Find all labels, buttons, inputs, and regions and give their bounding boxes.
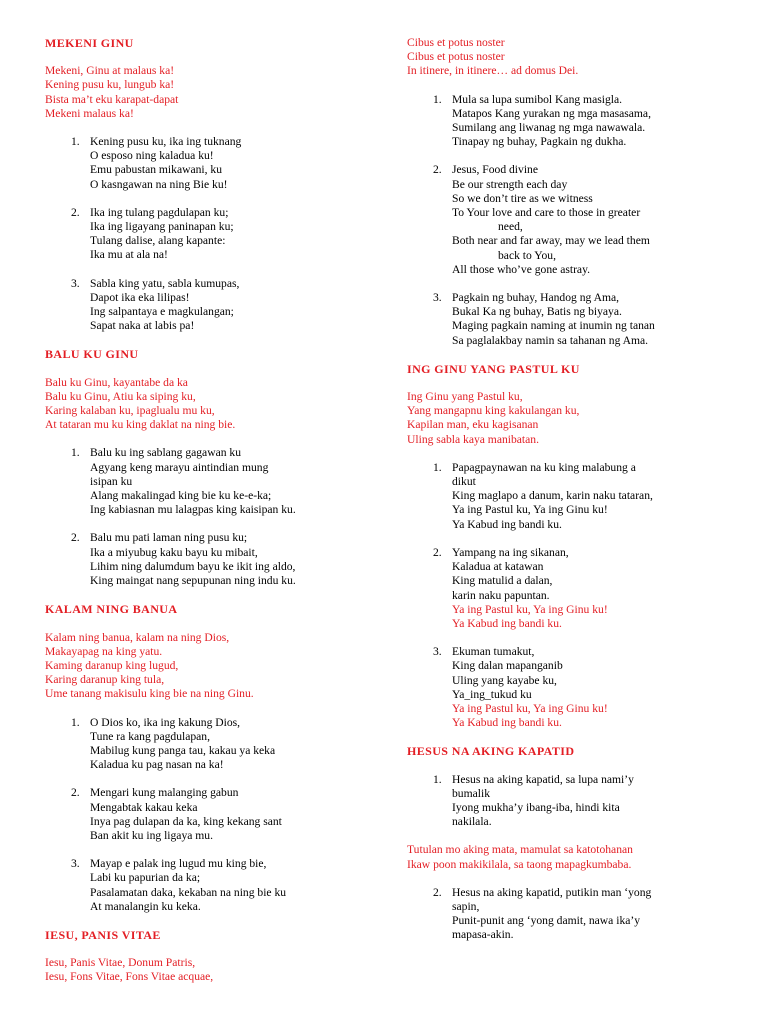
chorus-line: In itinere, in itinere… ad domus Dei. (407, 64, 579, 78)
verse (407, 773, 727, 830)
song-title-balu-ku-ginu: BALU KU GINU (45, 347, 139, 362)
verse-line: Be our strength each day (452, 177, 568, 191)
verse-line: Both near and far away, may we lead them (452, 234, 650, 248)
verse-line: At manalangin ku keka. (90, 899, 201, 913)
verse-line: Kening pusu ku, ika ing tuknang (90, 135, 242, 149)
chorus-line: Mekeni, Ginu at malaus ka! (45, 64, 175, 78)
verse-line: Kaladua at katawan (452, 560, 544, 574)
verse-number: 2. (433, 545, 442, 559)
verse-number: 2. (433, 885, 442, 899)
chorus-line: Kening pusu ku, lungub ka! (45, 78, 175, 92)
verse-line: Kaladua ku pag nasan na ka! (90, 758, 224, 772)
verse-line: Ing salpantaya e magkulangan; (90, 305, 234, 319)
verse-line: Bukal Ka ng buhay, Batis ng biyaya. (452, 305, 622, 319)
verse-line: Ika mu at ala na! (90, 248, 168, 262)
verse-line: dikut (452, 475, 476, 489)
verse-line: Mengabtak kakau keka (90, 800, 198, 814)
chorus-line: Balu ku Ginu, kayantabe da ka (45, 375, 188, 389)
verse-refrain-line: Ya ing Pastul ku, Ya ing Ginu ku! (452, 602, 608, 616)
verse-line: need, (498, 220, 523, 234)
verse-line: Ika ing ligayang paninapan ku; (90, 220, 234, 234)
verse (45, 206, 375, 263)
verses-iesu-panis-vitae (407, 93, 727, 348)
verse-number: 2. (71, 531, 80, 545)
verse (407, 645, 727, 730)
chorus-hesus-na-aking-kapatid (407, 843, 727, 871)
verse-line: Sapat naka at labis pa! (90, 319, 195, 333)
verse-line: Hesus na aking kapatid, putikin man ‘yong (452, 885, 652, 899)
verse-line: All those who’ve gone astray. (452, 262, 591, 276)
verse-line: bumalik (452, 786, 490, 800)
verse-line: Pasalamatan daka, kekaban na ning bie ku (90, 885, 287, 899)
verse (407, 291, 727, 348)
verse-line: Tulang dalise, alang kapante: (90, 234, 226, 248)
chorus-iesu-panis-vitae (45, 956, 375, 984)
verse-line: Balu ku ing sablang gagawan ku (90, 446, 242, 460)
verses-mekeni-ginu (45, 135, 375, 333)
verse (45, 446, 375, 517)
verse (45, 135, 375, 192)
verse-line: sapin, (452, 899, 480, 913)
verse-line: Matapos Kang yurakan ng mga masasama, (452, 106, 651, 120)
chorus-mekeni-ginu (45, 64, 375, 121)
song-title-ing-ginu-yang-pastul-ku: ING GINU YANG PASTUL KU (407, 361, 580, 376)
verse-line: back to You, (498, 248, 556, 262)
chorus-line: Cibus et potus noster (407, 36, 505, 49)
chorus-line: Ume tanang makisulu king bie na ning Ginu. (45, 687, 254, 701)
chorus-line: Ikaw poon makikilala, sa taong mapagkumbaba. (407, 857, 632, 871)
verse (45, 857, 375, 914)
verse-line: Ban akit ku ing ligaya mu. (90, 828, 214, 842)
verse-line: King matulid a dalan, (452, 574, 553, 588)
chorus-iesu-panis-vitae-continued (407, 36, 727, 79)
verse-line: Mengari kung malanging gabun (90, 786, 239, 800)
verse (45, 277, 375, 334)
song-title-hesus-na-aking-kapatid: HESUS NA AKING KAPATID (407, 744, 575, 759)
chorus-line: Kaming daranup king lugud, (45, 658, 179, 672)
verse (407, 461, 727, 532)
verse-line: Iyong mukha’y ibang-iba, hindi kita (452, 800, 620, 814)
chorus-line: Kapilan man, eku kagisanan (407, 418, 539, 432)
verse-number: 1. (433, 772, 442, 786)
verse-line: King dalan mapanganib (452, 659, 563, 673)
verse-line: Tinapay ng buhay, Pagkain ng dukha. (452, 135, 627, 149)
verse-line: isipan ku (90, 474, 133, 488)
chorus-line: Iesu, Panis Vitae, Donum Patris, (45, 956, 196, 970)
verse-line: O Dios ko, ika ing kakung Dios, (90, 715, 241, 729)
verse (45, 786, 375, 843)
song-title-iesu-panis-vitae: IESU, PANIS VITAE (45, 927, 161, 942)
chorus-line: Karing daranup king tula, (45, 673, 165, 687)
verse-line: Mayap e palak ing lugud mu king bie, (90, 857, 267, 871)
verse-line: Lihim ning dalumdum bayu ke ikit ing aldo, (90, 559, 296, 573)
chorus-line: Kalam ning banua, kalam na ning Dios, (45, 630, 230, 644)
verse-number: 1. (433, 92, 442, 106)
verse-refrain-line: Ya ing Pastul ku, Ya ing Ginu ku! (452, 701, 608, 715)
verse (45, 531, 375, 588)
verse-line: mapasa-akin. (452, 928, 514, 942)
verse (407, 93, 727, 150)
verse-number: 3. (71, 276, 80, 290)
verse (45, 716, 375, 773)
chorus-balu-ku-ginu (45, 376, 375, 433)
chorus-line: Mekeni malaus ka! (45, 106, 134, 120)
verse-line: Jesus, Food divine (452, 163, 538, 177)
verse-line: So we don’t tire as we witness (452, 191, 593, 205)
chorus-kalam-ning-banua (45, 631, 375, 702)
chorus-line: Uling sabla kaya manibatan. (407, 432, 539, 446)
chorus-line: At tataran mu ku king daklat na ning bie. (45, 418, 236, 432)
verse-line: Labi ku papurian da ka; (90, 871, 201, 885)
verse-line: nakilala. (452, 815, 492, 829)
chorus-line: Yang mangapnu king kakulangan ku, (407, 404, 580, 418)
verse-number: 3. (71, 857, 80, 871)
chorus-line: Balu ku Ginu, Atiu ka siping ku, (45, 389, 196, 403)
song-title-kalam-ning-banua: KALAM NING BANUA (45, 602, 178, 617)
verse-line: Ika a miyubug kaku bayu ku mibait, (90, 545, 258, 559)
verses-kalam-ning-banua (45, 716, 375, 914)
verse-line: Balu mu pati laman ning pusu ku; (90, 531, 248, 545)
verse-number: 1. (433, 460, 442, 474)
verse-number: 3. (433, 645, 442, 659)
verse-line: Inya pag dulapan da ka, king kekang sant (90, 814, 282, 828)
verse-number: 3. (433, 291, 442, 305)
verse-line: Tune ra kang pagdulapan, (90, 729, 210, 743)
verse-line: Emu pabustan mikawani, ku (90, 163, 223, 177)
verse-line: Ya Kabud ing bandi ku. (452, 517, 562, 531)
chorus-line: Tutulan mo aking mata, mamulat sa katotohanan (407, 843, 633, 857)
verse-line: karin naku papuntan. (452, 588, 550, 602)
chorus-line: Makayapag na king yatu. (45, 644, 163, 658)
verse-line: Pagkain ng buhay, Handog ng Ama, (452, 291, 620, 305)
chorus-line: Bista ma’t eku karapat-dapat (45, 92, 179, 106)
verse-line: Ing kabiasnan mu lalagpas king kaisipan ku. (90, 503, 296, 517)
verse-line: Papagpaynawan na ku king malabung a (452, 460, 636, 474)
verse-line: Alang makalingad king bie ku ke-e-ka; (90, 489, 272, 503)
verse-refrain-line: Ya Kabud ing bandi ku. (452, 616, 562, 630)
verse-line: Ekuman tumakut, (452, 645, 535, 659)
verse-line: Mula sa lupa sumibol Kang masigla. (452, 92, 623, 106)
right-column (407, 36, 727, 957)
verse-line: King maglapo a danum, karin naku tataran, (452, 489, 653, 503)
verse-line: Mabilug kung panga tau, kakau ya keka (90, 743, 276, 757)
verse-line: Agyang keng marayu aintindian mung (90, 460, 269, 474)
left-column (45, 36, 375, 999)
verses-balu-ku-ginu (45, 446, 375, 588)
verse-line: O esposo ning kaladua ku! (90, 149, 214, 163)
verse-line: O kasngawan na ning Bie ku! (90, 177, 228, 191)
verses-ing-ginu-yang-pastul-ku (407, 461, 727, 730)
verse-number: 2. (71, 205, 80, 219)
verse-line: Punit-punit ang ‘yong damit, nawa ika’y (452, 914, 641, 928)
verse-line: King maingat nang sepupunan ning indu ku. (90, 574, 296, 588)
verse-line: Ya_ing_tukud ku (452, 687, 532, 701)
verse-number: 2. (71, 786, 80, 800)
chorus-line: Cibus et potus noster (407, 50, 505, 64)
verse-number: 1. (71, 135, 80, 149)
verse-number: 2. (433, 163, 442, 177)
verse (407, 546, 727, 631)
verse-line: Hesus na aking kapatid, sa lupa nami’y (452, 772, 634, 786)
verse (407, 163, 727, 277)
chorus-ing-ginu-yang-pastul-ku (407, 390, 727, 447)
verse-line: Dapot ika eka lilipas! (90, 290, 190, 304)
verse-line: Sumilang ang liwanag ng mga nawawala. (452, 121, 646, 135)
verse2-hesus-na-aking-kapatid (407, 886, 727, 943)
verse-line: Yampang na ing sikanan, (452, 545, 569, 559)
chorus-line: Ing Ginu yang Pastul ku, (407, 390, 523, 404)
verse-line: Maging pagkain naming at inumin ng tanan (452, 319, 655, 333)
song-title-mekeni-ginu: MEKENI GINU (45, 36, 134, 50)
verse-number: 1. (71, 446, 80, 460)
verse-refrain-line: Ya Kabud ing bandi ku. (452, 716, 562, 730)
chorus-line: Karing kalaban ku, ipaglualu mu ku, (45, 404, 215, 418)
verse (407, 886, 727, 943)
chorus-line: Iesu, Fons Vitae, Fons Vitae acquae, (45, 970, 214, 984)
verse1-hesus-na-aking-kapatid (407, 773, 727, 830)
verse-line: Uling yang kayabe ku, (452, 673, 557, 687)
verse-line: Sa paglalakbay namin sa tahanan ng Ama. (452, 333, 649, 347)
verse-line: To Your love and care to those in greater (452, 206, 641, 220)
verse-number: 1. (71, 715, 80, 729)
verse-line: Ya ing Pastul ku, Ya ing Ginu ku! (452, 503, 608, 517)
verse-line: Ika ing tulang pagdulapan ku; (90, 205, 229, 219)
verse-line: Sabla king yatu, sabla kumupas, (90, 276, 240, 290)
